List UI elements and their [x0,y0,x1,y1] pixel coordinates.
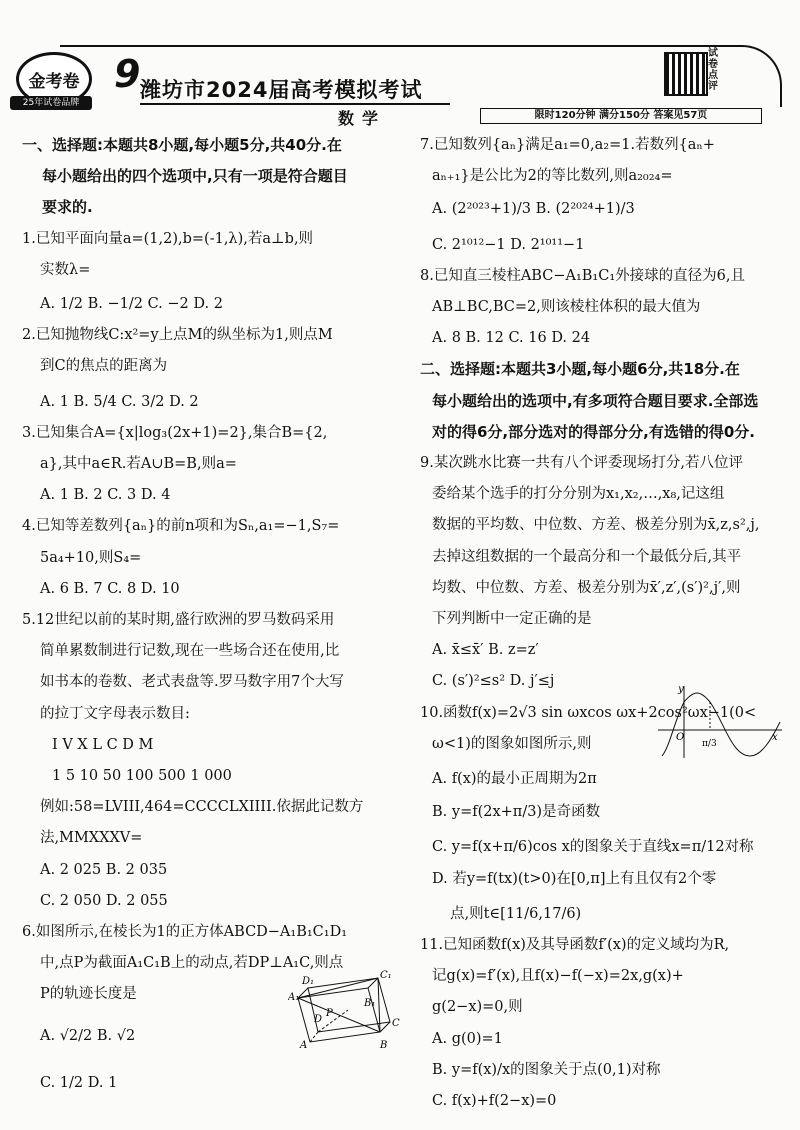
cube-label: B [380,1040,388,1050]
question-line: A. g(0)=1 [432,1030,503,1047]
question-line: a},其中a∈R.若A∪B=B,则a= [40,456,237,472]
question-line: 中,点P为截面A₁C₁B上的动点,若DP⊥A₁C,则点 [40,955,344,972]
section-heading: 每小题给出的选项中,有多项符合题目要求.全部选 [432,391,759,410]
cube-label: P [326,1008,333,1019]
question-stem: 2.已知抛物线C:x²=y上点M的纵坐标为1,则点M [22,327,333,344]
question-stem: 6.如图所示,在棱长为1的正方体ABCD−A₁B₁C₁D₁ [22,924,348,940]
sine-graph [658,682,784,760]
question-line: AB⊥BC,BC=2,则该棱柱体积的最大值为 [432,299,701,315]
cube-labels [288,970,408,1050]
section-heading: 每小题给出的四个选项中,只有一项是符合题目 [42,167,348,186]
question-stem: 11.已知函数f(x)及其导函数f′(x)的定义域均为R, [420,937,730,953]
question-line: 法,MMXXXV= [40,830,143,847]
question-stem: 10.函数f(x)=2√3 sin ωxcos ωx+2cos²ωx−1(0< [420,704,757,721]
question-stem: 3.已知集合A={x|log₃(2x+1)=2},集合B={2, [22,424,328,441]
question-line: 数据的平均数、中位数、方差、极差分别为x̄,z,s²,j, [432,517,760,534]
qr-code-icon [664,52,708,96]
section-heading: 二、选择题:本题共3小题,每小题6分,共18分.在 [420,360,740,379]
paper-number: 9 [114,52,141,96]
question-line: A. f(x)的最小正周期为2π [432,771,597,787]
question-line: 均数、中位数、方差、极差分别为x̄′,z′,(s′)²,j′,则 [432,579,741,596]
question-line: 例如:58=LVIII,464=CCCCLXIIII.依据此记数方 [40,799,364,816]
question-line: 5a₄+10,则S₄= [40,549,142,566]
brand-subtitle: 25年试卷品牌 [10,96,92,110]
title-rule [140,103,450,105]
section-heading: 要求的. [42,198,93,217]
page-title: 潍坊市2024届高考模拟考试 [140,78,423,102]
question-line: C. 1/2 D. 1 [40,1074,118,1091]
question-line: C. (s′)²≤s² D. j′≤j [432,673,555,690]
question-line: 委给某个选手的打分分别为x₁,x₂,…,x₈,记这组 [432,486,725,503]
question-line: A. 1/2 B. −1/2 C. −2 D. 2 [40,296,223,312]
question-line: 实数λ= [40,261,91,278]
graph-label: y [678,684,684,695]
question-line: I V X L C D M [52,736,154,753]
question-line: g(2−x)=0,则 [432,999,523,1016]
question-line: A. (2²⁰²³+1)/3 B. (2²⁰²⁴+1)/3 [432,201,635,218]
question-line: 记g(x)=f′(x),且f(x)−f(−x)=2x,g(x)+ [432,968,684,985]
brand-name: 金考卷 [16,52,92,106]
question-line: 1 5 10 50 100 500 1 000 [52,768,232,784]
question-line: A. x̄≤x̄′ B. z=z′ [432,642,539,659]
question-line: A. 6 B. 7 C. 8 D. 10 [40,580,180,597]
section-heading: 对的得6分,部分选对的得部分分,有选错的得0分. [432,422,755,441]
question-line: aₙ₊₁}是公比为2的等比数列,则a₂₀₂₄= [432,168,673,185]
question-line: 的拉丁文字母表示数目: [40,705,190,722]
question-line: 如书本的卷数、老式表盘等.罗马数字用7个大写 [40,674,344,691]
question-line: C. y=f(x+π/6)cos x的图象关于直线x=π/12对称 [432,839,754,856]
cube-label: A [300,1040,308,1050]
cube-label: C [392,1018,400,1029]
question-line: A. √2/2 B. √2 [40,1027,136,1044]
question-line: 点,则t∈[11/6,17/6) [450,905,582,922]
question-stem: 5.12世纪以前的某时期,盛行欧洲的罗马数码采用 [22,612,335,628]
graph-label: O [676,732,685,743]
cube-label: D [314,1014,323,1025]
question-line: C. f(x)+f(2−x)=0 [432,1093,557,1109]
section-heading: 一、选择题:本题共8小题,每小题5分,共40分.在 [22,136,342,154]
question-stem: 4.已知等差数列{aₙ}的前n项和为Sₙ,a₁=−1,S₇= [22,518,340,535]
question-line: A. 1 B. 5/4 C. 3/2 D. 2 [40,393,199,410]
cube-label: D₁ [302,976,315,987]
question-line: A. 2 025 B. 2 035 [40,861,168,878]
question-line: 下列判断中一定正确的是 [432,611,592,627]
subject-title: 数学 [338,109,387,128]
graph-label: x [772,732,778,743]
question-line: 到C的焦点的距离为 [40,358,168,375]
question-line: C. 2¹⁰¹²−1 D. 2¹⁰¹¹−1 [432,236,585,253]
graph-label: π/3 [702,739,717,749]
question-line: D. 若y=f(tx)(t>0)在[0,π]上有且仅有2个零 [432,870,717,887]
exam-limits: 限时120分钟 满分150分 答案见57页 [480,108,762,124]
brand-logo [10,52,90,108]
question-line: 去掉这组数据的一个最高分和一个最低分后,其平 [432,548,742,565]
question-stem: 1.已知平面向量a=(1,2),b=(-1,λ),若a⊥b,则 [22,230,314,247]
qr-label: 试卷点评 [708,48,718,92]
cube-label: B₁ [364,998,376,1009]
question-line: C. 2 050 D. 2 055 [40,892,168,909]
question-line: B. y=f(2x+π/3)是奇函数 [432,804,601,821]
cube-label: C₁ [380,970,392,981]
question-line: A. 1 B. 2 C. 3 D. 4 [40,487,171,504]
question-stem: 7.已知数列{aₙ}满足a₁=0,a₂=1.若数列{aₙ+ [420,137,715,153]
question-line: P的轨迹长度是 [40,986,137,1003]
question-line: ω<1)的图象如图所示,则 [432,735,592,752]
question-stem: 8.已知直三棱柱ABC−A₁B₁C₁外接球的直径为6,且 [420,267,745,284]
question-line: B. y=f(x)/x的图象关于点(0,1)对称 [432,1061,661,1078]
cube-label: A₁ [288,992,300,1003]
question-line: A. 8 B. 12 C. 16 D. 24 [432,330,591,347]
question-line: 简单累数制进行记数,现在一些场合还在使用,比 [40,643,340,660]
question-stem: 9.某次跳水比赛一共有八个评委现场打分,若八位评 [420,455,743,471]
